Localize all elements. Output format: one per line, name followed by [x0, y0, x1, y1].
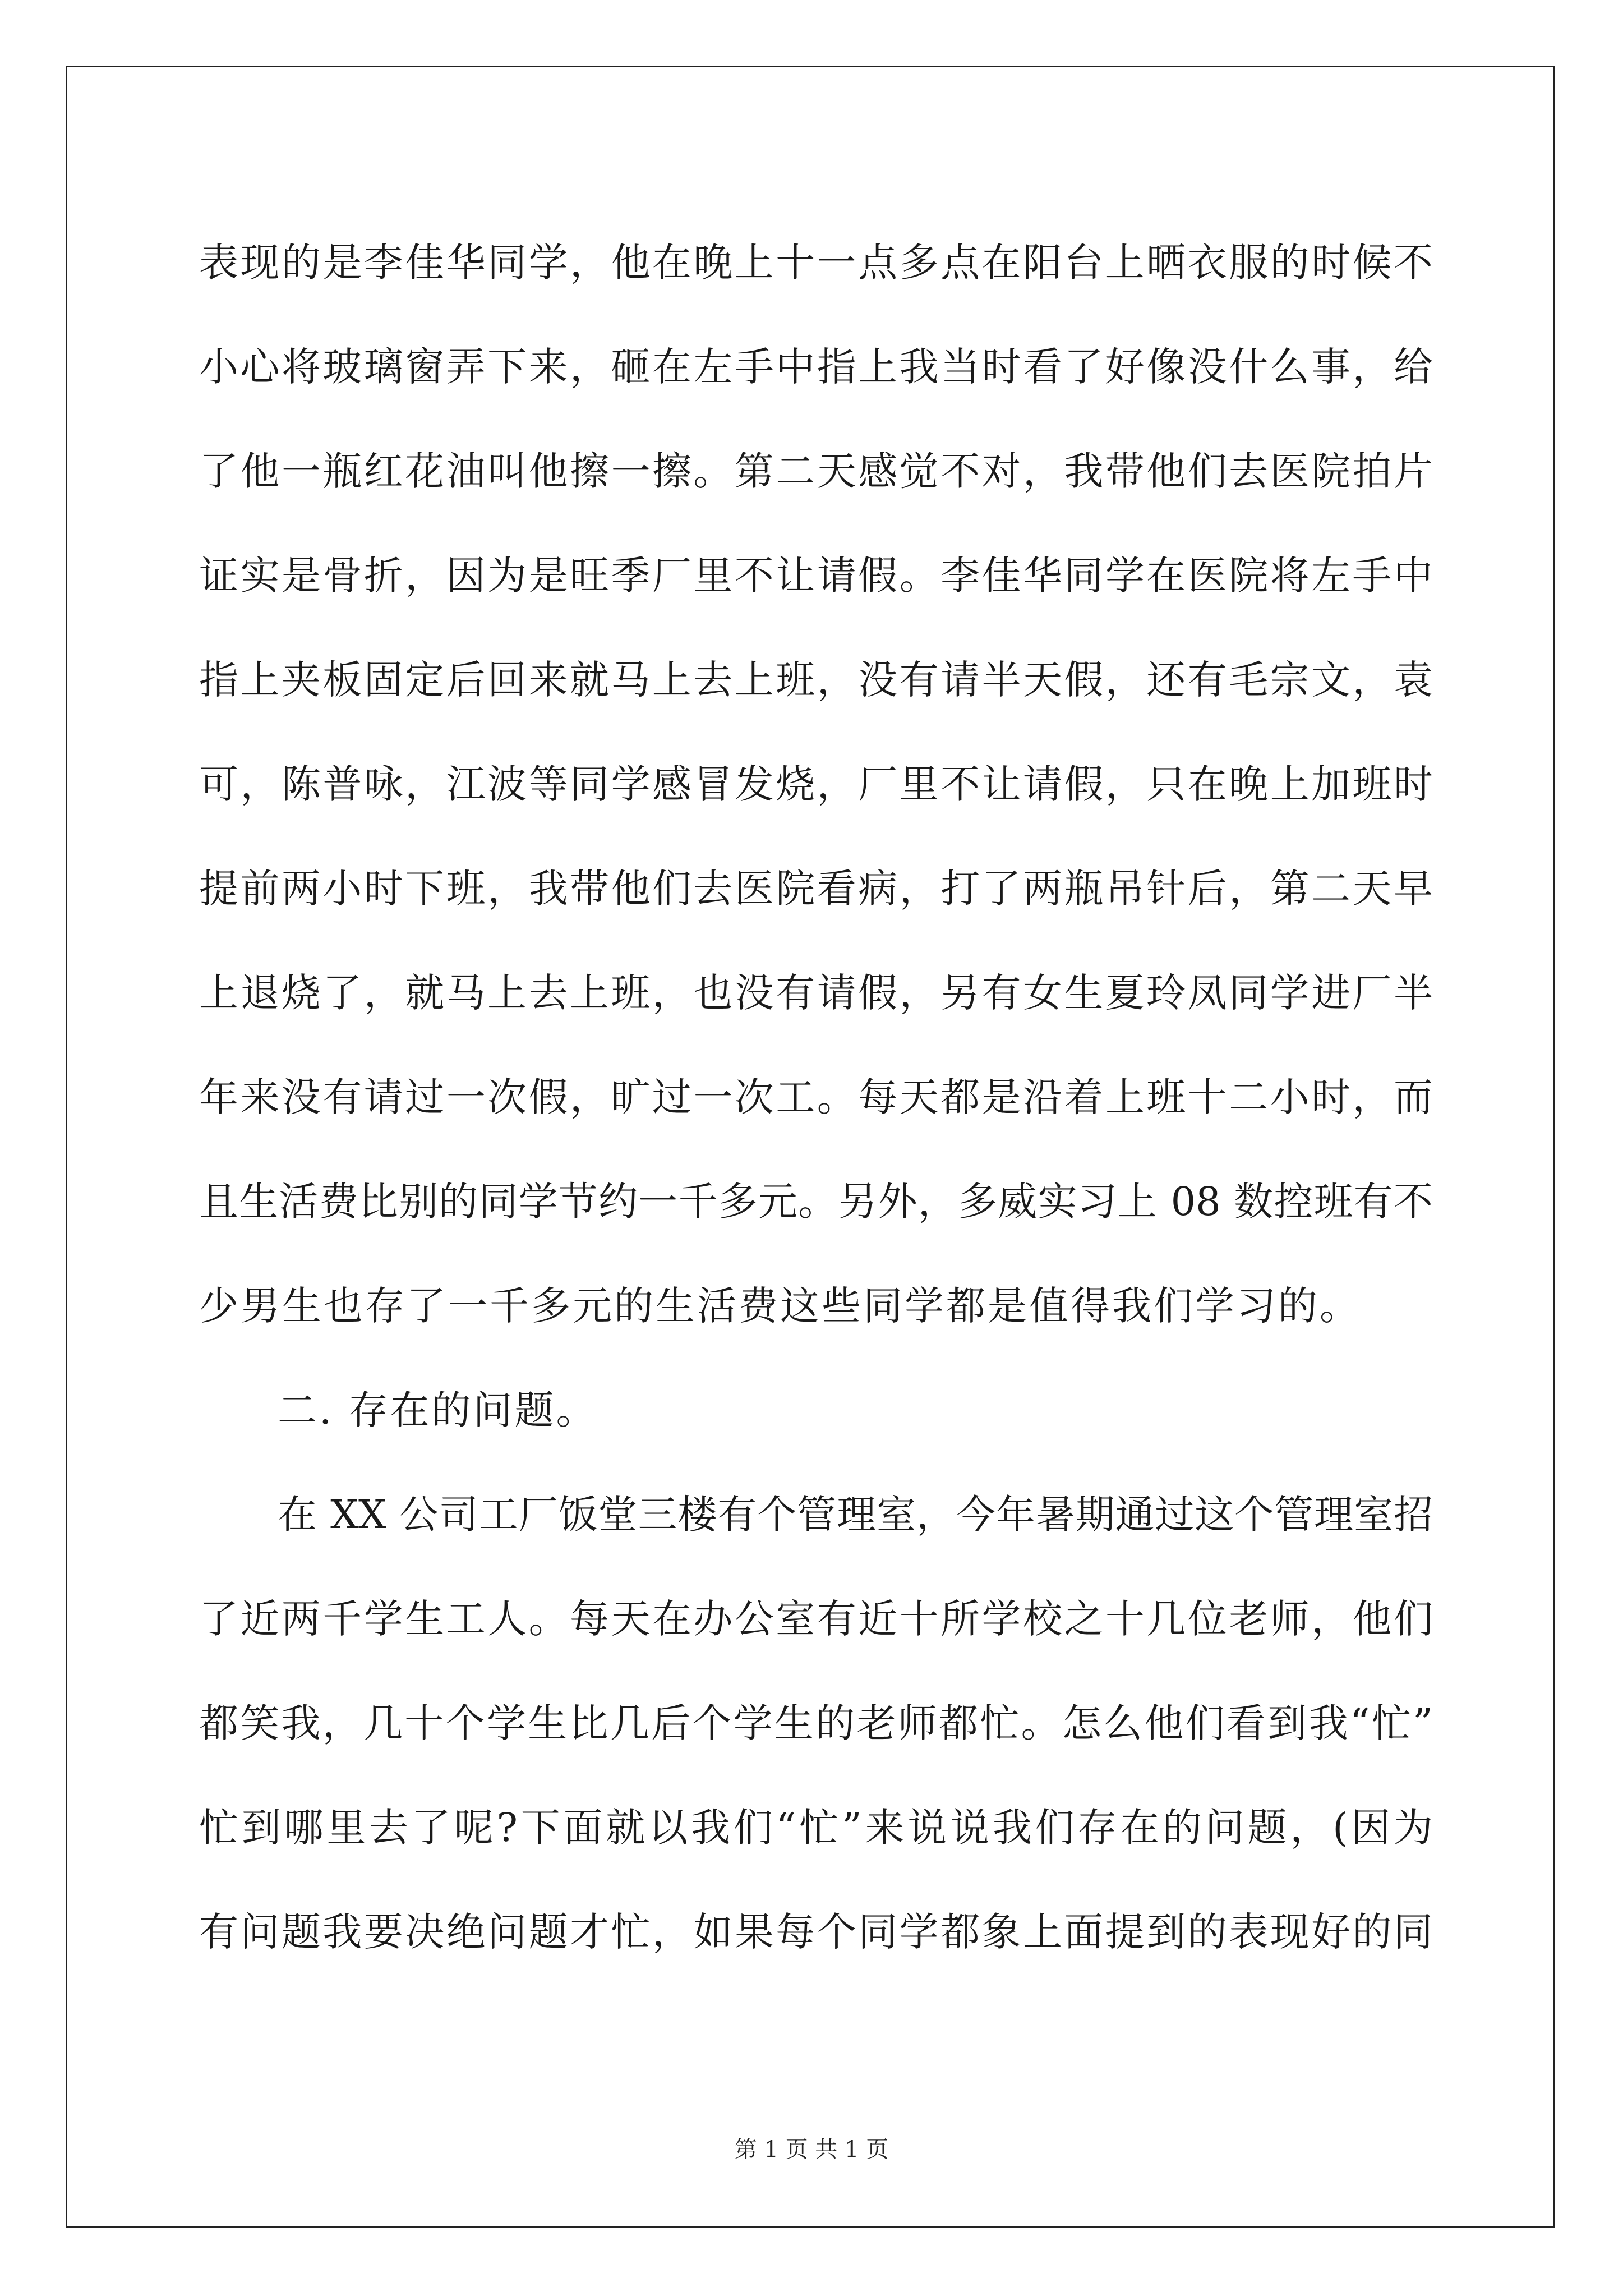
page-footer: 第 1 页 共 1 页 [734, 2137, 889, 2162]
text-line: 了他一瓶红花油叫他擦一擦。第二天感觉不对，我带他们去医院拍片 [199, 448, 1433, 494]
text-line: 表现的是李佳华同学，他在晚上十一点多点在阳台上晒衣服的时候不 [199, 240, 1433, 286]
text-line: 在 XX 公司工厂饭堂三楼有个管理室，今年暑期通过这个管理室招 [278, 1492, 1433, 1538]
text-line: 年来没有请过一次假，旷过一次工。每天都是沿着上班十二小时，而 [199, 1074, 1433, 1120]
text-line: 有问题我要决绝问题才忙，如果每个同学都象上面提到的表现好的同 [199, 1909, 1433, 1955]
text-line: 可，陈普咏，江波等同学感冒发烧，厂里不让请假，只在晚上加班时 [199, 761, 1433, 807]
text-line: 上退烧了，就马上去上班，也没有请假，另有女生夏玲凤同学进厂半 [199, 970, 1433, 1016]
text-line: 且生活费比别的同学节约一千多元。另外，多威实习上 08 数控班有不 [199, 1179, 1433, 1225]
text-line: 指上夹板固定后回来就马上去上班，没有请半天假，还有毛宗文，袁 [199, 657, 1433, 703]
text-line: 提前两小时下班，我带他们去医院看病，打了两瓶吊针后，第二天早 [199, 866, 1433, 912]
document-body [199, 210, 1433, 1984]
text-line: 证实是骨折，因为是旺季厂里不让请假。李佳华同学在医院将左手中 [199, 553, 1433, 599]
text-line: 小心将玻璃窗弄下来，砸在左手中指上我当时看了好像没什么事，给 [199, 344, 1433, 390]
text-line: 忙到哪里去了呢?下面就以我们“忙”来说说我们存在的问题，(因为 [199, 1805, 1433, 1851]
text-line: 了近两千学生工人。每天在办公室有近十所学校之十几位老师，他们 [199, 1596, 1433, 1642]
text-line: 都笑我，几十个学生比几后个学生的老师都忙。怎么他们看到我“忙” [199, 1700, 1433, 1746]
text-line: 少男生也存了一千多元的生活费这些同学都是值得我们学习的。 [199, 1283, 1361, 1329]
section-heading: 二. 存在的问题。 [278, 1387, 598, 1433]
